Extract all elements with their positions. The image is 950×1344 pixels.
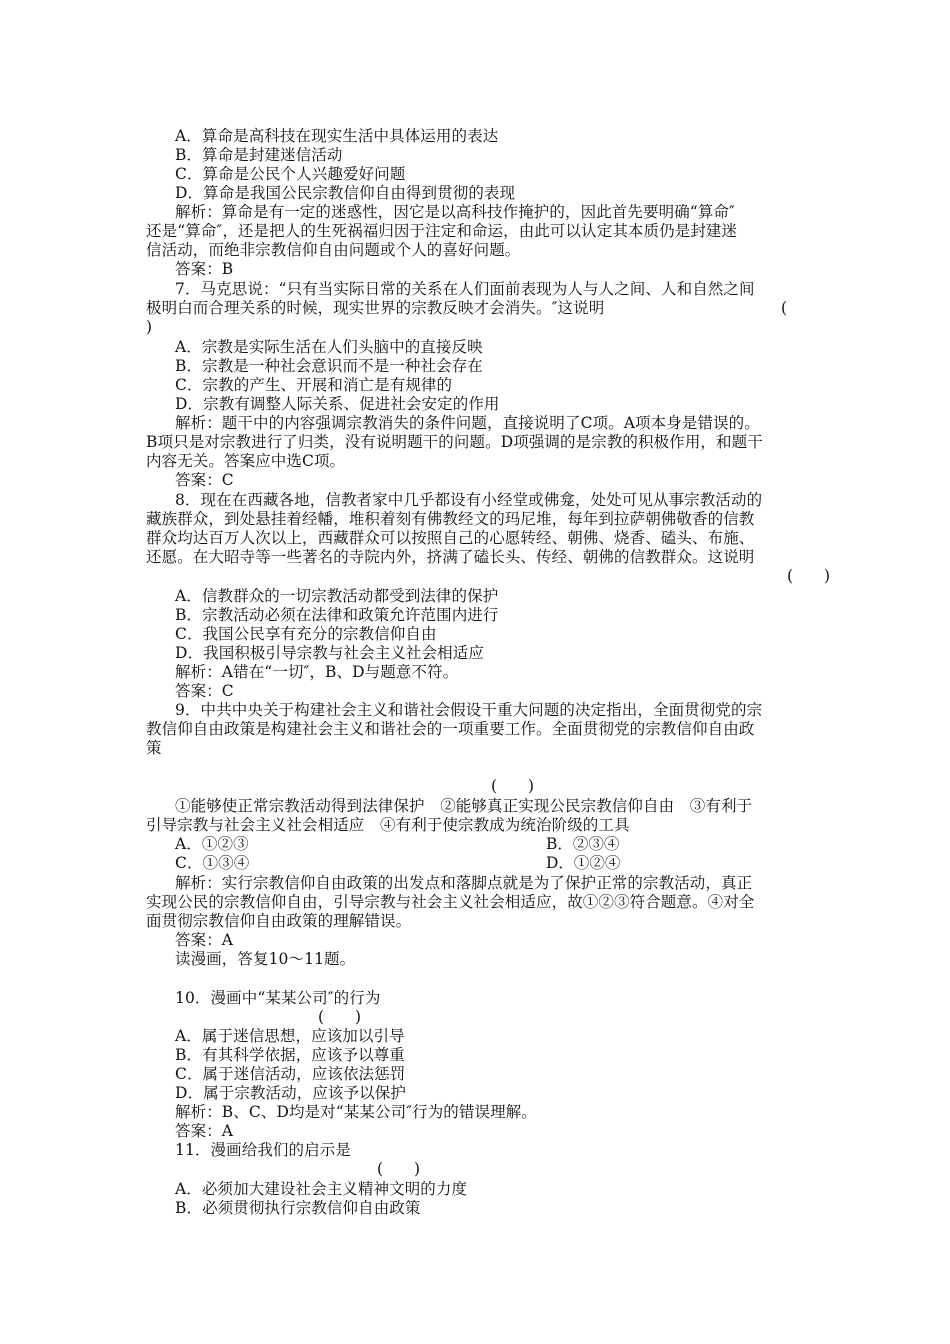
q7-stem-line: 极明白而合理关系的时候，现实世界的宗教反映才会消失。″这说明 (146, 299, 605, 317)
q9-answer: 答案：A (175, 931, 234, 949)
q6-analysis-line: 还是“算命″，还是把人的生死祸福归因于注定和命运，由此可以认定其本质仍是封建迷 (146, 222, 738, 240)
q8-option-c: C．我国公民享有充分的宗教信仰自由 (175, 625, 437, 643)
q9-analysis-line: 面贯彻宗教信仰自由政策的理解错误。 (146, 912, 412, 930)
q8-analysis-line: 解析：A错在“一切″，B、D与题意不符。 (175, 663, 459, 681)
q11-stem: 11．漫画给我们的启示是 (175, 1141, 351, 1159)
q6-option-d: D．算命是我国公民宗教信仰自由得到贯彻的表现 (175, 184, 516, 202)
q7-stem-line: 7．马克思说：“只有当实际日常的关系在人们面前表现为人与人之间、人和自然之间 (175, 280, 755, 298)
q6-analysis-line: 解析：算命是有一定的迷惑性，因它是以高科技作掩护的，因此首先要明确“算命″ (175, 203, 735, 221)
q6-option-b: B．算命是封建迷信活动 (175, 146, 343, 164)
q9-option-a: A．①②③ (175, 835, 249, 853)
q9-stem-line: 9．中共中央关于构建社会主义和谐社会假设干重大问题的决定指出，全面贯彻党的宗 (175, 701, 763, 719)
q10-option-b: B．有其科学依据，应该予以尊重 (175, 1046, 405, 1064)
q7-analysis-line: 解析：题干中的内容强调宗教消失的条件问题，直接说明了C项。A项本身是错误的。 (175, 414, 760, 432)
q8-option-a: A．信教群众的一切宗教活动都受到法律的保护 (175, 587, 499, 605)
q6-answer: 答案：B (175, 260, 234, 278)
q8-stem-line: 藏族群众，到处悬挂着经幡，堆积着刻有佛教经文的玛尼堆，每年到拉萨朝佛敬香的信教 (146, 510, 755, 528)
q7-answer: 答案：C (175, 471, 234, 489)
q8-option-d: D．我国积极引导宗教与社会主义社会相适应 (175, 644, 484, 662)
q7-analysis-line: B项只是对宗教进行了归类，没有说明题干的问题。D项强调的是宗教的积极作用，和题干 (146, 433, 763, 451)
q10-option-a: A．属于迷信思想，应该加以引导 (175, 1027, 405, 1045)
q9-option-d: D．①②④ (546, 854, 621, 872)
q11-option-a: A．必须加大建设社会主义精神文明的力度 (175, 1180, 468, 1198)
q9-item-line: ①能够使正常宗教活动得到法律保护 ②能够真正实现公民宗教信仰自由 ③有利于 (175, 797, 753, 815)
q7-answer-bracket-open: ( (781, 299, 788, 317)
q9-answer-bracket: ( ) (491, 777, 535, 795)
q10-answer: 答案：A (175, 1122, 234, 1140)
q9-analysis-line: 解析：实行宗教信仰自由政策的出发点和落脚点就是为了保护正常的宗教活动，真正 (175, 874, 753, 892)
q10-analysis: 解析：B、C、D均是对“某某公司″行为的错误理解。 (175, 1103, 537, 1121)
cartoon-intro: 读漫画，答复10～11题。 (175, 950, 356, 968)
q10-option-c: C．属于迷信活动，应该依法惩罚 (175, 1065, 406, 1083)
q8-stem-line: 8．现在在西藏各地，信教者家中几乎都设有小经堂或佛龛，处处可见从事宗教活动的 (175, 491, 763, 509)
q9-stem-line: 教信仰自由政策是构建社会主义和谐社会的一项重要工作。全面贯彻党的宗教信仰自由政 (146, 720, 755, 738)
q7-option-a: A．宗教是实际生活在人们头脑中的直接反映 (175, 338, 483, 356)
q8-stem-line: 群众均达百万人次以上，西藏群众可以按照自己的心愿转经、朝佛、烧香、磕头、布施、 (146, 529, 755, 547)
q6-option-c: C．算命是公民个人兴趣爱好问题 (175, 165, 406, 183)
q9-option-c: C．①③④ (175, 854, 250, 872)
q7-answer-bracket-close: ) (146, 318, 153, 336)
q6-analysis-line: 信活动，而绝非宗教信仰自由问题或个人的喜好问题。 (146, 241, 521, 259)
q8-option-b: B．宗教活动必须在法律和政策允许范围内进行 (175, 606, 499, 624)
q8-answer: 答案：C (175, 682, 234, 700)
q7-option-c: C．宗教的产生、开展和消亡是有规律的 (175, 376, 453, 394)
q11-answer-bracket: ( ) (377, 1160, 421, 1178)
q10-stem: 10．漫画中“某某公司″的行为 (175, 989, 381, 1007)
q7-analysis-line: 内容无关。答案应中选C项。 (146, 452, 346, 470)
q10-option-d: D．属于宗教活动，应该予以保护 (175, 1084, 406, 1102)
q10-answer-bracket: ( ) (318, 1008, 362, 1026)
q9-item-line: 引导宗教与社会主义社会相适应 ④有利于使宗教成为统治阶级的工具 (146, 816, 630, 834)
q8-stem-line: 还愿。在大昭寺等一些著名的寺院内外，挤满了磕长头、传经、朝佛的信教群众。这说明 (146, 548, 755, 566)
q7-option-d: D．宗教有调整人际关系、促进社会安定的作用 (175, 395, 500, 413)
q8-answer-bracket: ( ) (787, 567, 831, 585)
q9-analysis-line: 实现公民的宗教信仰自由，引导宗教与社会主义社会相适应，故①②③符合题意。④对全 (146, 893, 755, 911)
q9-stem-line: 策 (146, 739, 162, 757)
q9-option-b: B．②③④ (546, 835, 620, 853)
q11-option-b: B．必须贯彻执行宗教信仰自由政策 (175, 1199, 421, 1217)
q6-option-a: A．算命是高科技在现实生活中具体运用的表达 (175, 127, 499, 145)
q7-option-b: B．宗教是一种社会意识而不是一种社会存在 (175, 357, 483, 375)
